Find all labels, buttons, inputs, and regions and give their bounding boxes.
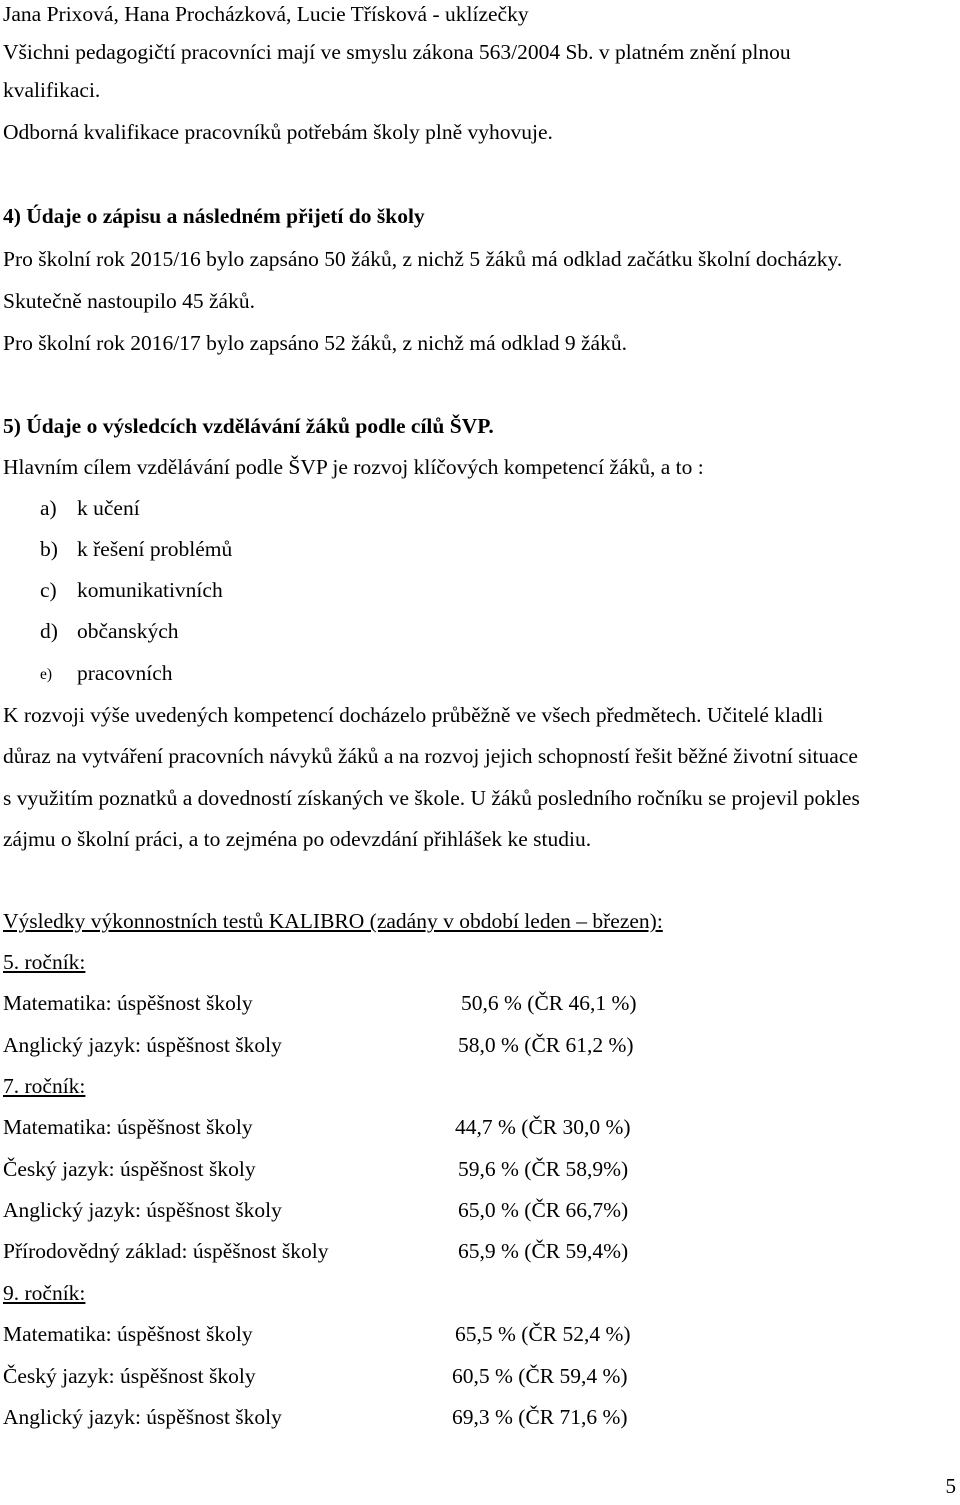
result-label: Anglický jazyk: úspěšnost školy (3, 1405, 282, 1429)
list-marker: b) (40, 537, 58, 561)
page-number: 5 (945, 1474, 956, 1498)
kalibro-heading: Výsledky výkonnostních testů KALIBRO (zadány v období leden – březen): (3, 909, 663, 933)
section-5-heading: 5) Údaje o výsledcích vzdělávání žáků podle cílů ŠVP. (3, 414, 494, 438)
section-5-paragraph-line-2: důraz na vytváření pracovních návyků žáků a na rozvoj jejich schopností řešit běžné životní situace (3, 744, 858, 768)
list-item-text: k učení (77, 496, 140, 520)
result-label: Matematika: úspěšnost školy (3, 1115, 253, 1139)
grade-9-title: 9. ročník: (3, 1281, 86, 1305)
result-value: 44,7 % (ČR 30,0 %) (455, 1115, 631, 1139)
section-5-paragraph-line-4: zájmu o školní práci, a to zejména po odevzdání přihlášek ke studiu. (3, 827, 592, 851)
result-value: 65,0 % (ČR 66,7%) (458, 1198, 629, 1222)
list-item-text: občanských (77, 619, 179, 643)
result-value: 69,3 % (ČR 71,6 %) (452, 1405, 628, 1429)
list-item-text: k řešení problémů (77, 537, 233, 561)
result-label: Přírodovědný základ: úspěšnost školy (3, 1239, 329, 1263)
staff-line: Jana Prixová, Hana Procházková, Lucie Třísková - uklízečky (3, 2, 529, 26)
result-value: 50,6 % (ČR 46,1 %) (461, 991, 637, 1015)
result-value: 60,5 % (ČR 59,4 %) (452, 1364, 628, 1388)
list-marker: e) (40, 666, 53, 683)
qualification-line-2: kvalifikaci. (3, 78, 101, 102)
list-item-text: komunikativních (77, 578, 223, 602)
result-label: Anglický jazyk: úspěšnost školy (3, 1033, 282, 1057)
result-label: Anglický jazyk: úspěšnost školy (3, 1198, 282, 1222)
result-label: Matematika: úspěšnost školy (3, 991, 253, 1015)
grade-7-title: 7. ročník: (3, 1074, 86, 1098)
grade-5-title: 5. ročník: (3, 950, 86, 974)
result-value: 58,0 % (ČR 61,2 %) (458, 1033, 634, 1057)
list-marker: a) (40, 496, 57, 520)
result-value: 59,6 % (ČR 58,9%) (458, 1157, 629, 1181)
qualification-line-1: Všichni pedagogičtí pracovníci mají ve smyslu zákona 563/2004 Sb. v platném znění plnou (3, 40, 791, 64)
section-4-line-3: Pro školní rok 2016/17 bylo zapsáno 52 žáků, z nichž má odklad 9 žáků. (3, 331, 627, 355)
list-marker: c) (40, 578, 57, 602)
section-4-line-2: Skutečně nastoupilo 45 žáků. (3, 289, 255, 313)
qualification-line-3: Odborná kvalifikace pracovníků potřebám školy plně vyhovuje. (3, 120, 553, 144)
result-value: 65,9 % (ČR 59,4%) (458, 1239, 629, 1263)
section-4-line-1: Pro školní rok 2015/16 bylo zapsáno 50 žáků, z nichž 5 žáků má odklad začátku školní docházky. (3, 247, 843, 271)
result-value: 65,5 % (ČR 52,4 %) (455, 1322, 631, 1346)
result-label: Matematika: úspěšnost školy (3, 1322, 253, 1346)
result-label: Český jazyk: úspěšnost školy (3, 1364, 256, 1388)
section-5-intro: Hlavním cílem vzdělávání podle ŠVP je rozvoj klíčových kompetencí žáků, a to : (3, 455, 704, 479)
list-item-text: pracovních (77, 661, 173, 685)
section-5-paragraph-line-3: s využitím poznatků a dovedností získaných ve škole. U žáků posledního ročníku se projevil pokles (3, 786, 860, 810)
list-marker: d) (40, 619, 58, 643)
result-label: Český jazyk: úspěšnost školy (3, 1157, 256, 1181)
section-5-paragraph-line-1: K rozvoji výše uvedených kompetencí docházelo průběžně ve všech předmětech. Učitelé kladli (3, 703, 824, 727)
section-4-heading: 4) Údaje o zápisu a následném přijetí do školy (3, 204, 425, 228)
